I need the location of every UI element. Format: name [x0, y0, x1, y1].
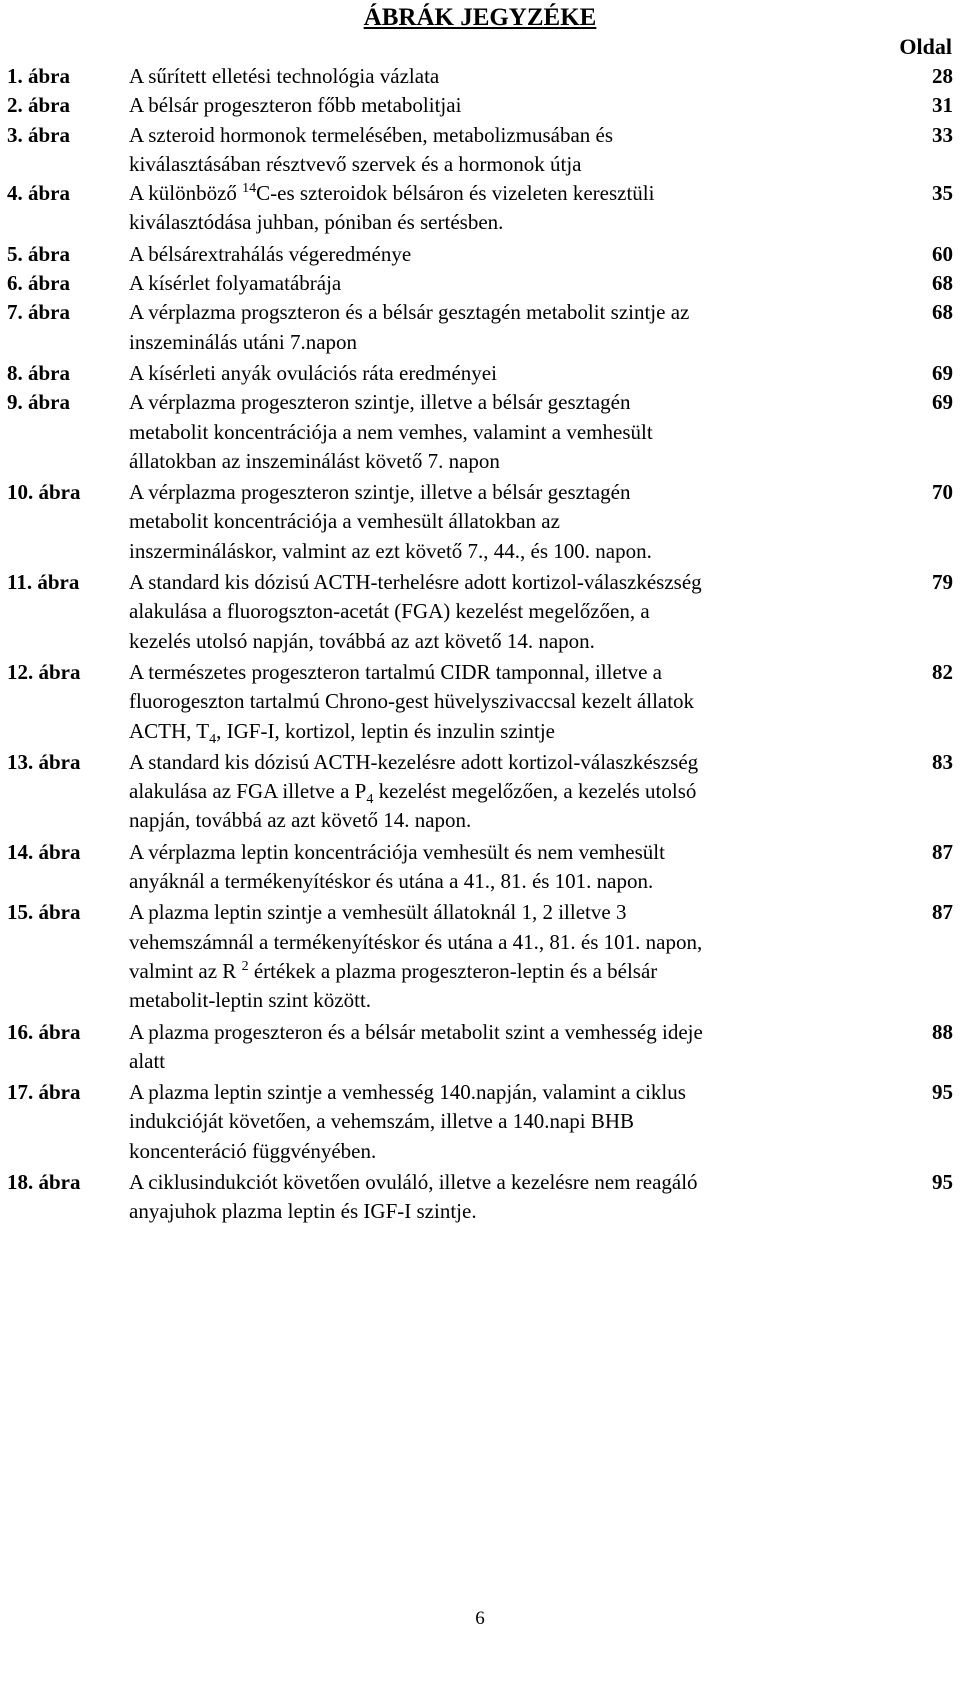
figure-entry — [7, 1078, 953, 1166]
figure-description-line: A kísérlet folyamatábrája — [129, 271, 342, 296]
figure-description-line: A vérplazma progeszteron szintje, illetve a bélsár gesztagén — [129, 480, 631, 505]
figure-label: 4. ábra — [7, 181, 70, 206]
figure-description-line: állatokban az inszeminálást követő 7. napon — [129, 448, 500, 473]
figure-label: 10. ábra — [7, 480, 81, 505]
figure-entry — [7, 359, 953, 388]
figure-description-line: anyajuhok plazma leptin és IGF-I szintje. — [129, 1199, 477, 1224]
figure-entry — [7, 568, 953, 656]
figure-label: 13. ábra — [7, 749, 81, 774]
figure-description — [129, 658, 861, 746]
figure-page-number: 68 — [932, 300, 953, 325]
figure-entry — [7, 388, 953, 476]
figure-entry — [7, 179, 953, 238]
page-column-header: Oldal — [899, 34, 952, 59]
figure-page-number: 60 — [932, 241, 953, 266]
figure-description — [129, 240, 861, 269]
figure-description — [129, 478, 861, 566]
figure-description-line: inszermináláskor, valmint az ezt követő 7., 44., és 100. napon. — [129, 538, 652, 563]
figure-description-line: A ciklusindukciót követően ovuláló, illetve a kezelésre nem reagáló — [129, 1169, 698, 1194]
figure-description-line: kiválasztódása juhban, póniban és sertésben. — [129, 210, 504, 235]
figure-page-number: 70 — [932, 480, 953, 505]
figure-entry — [7, 748, 953, 836]
figure-description-line: valmint az R $^2$ értékek a plazma progeszteron-leptin és a bélsár — [129, 958, 658, 983]
figure-description-line: A standard kis dózisú ACTH-terhelésre adott kortizol-válaszkészség — [129, 570, 702, 595]
figure-description-line: A plazma progeszteron és a bélsár metabolit szint a vemhesség ideje — [129, 1019, 703, 1044]
figure-label: 15. ábra — [7, 900, 81, 925]
figure-description-line: A különböző $^{14}$C-es szteroidok bélsáron és vizeleten keresztüli — [129, 181, 655, 206]
figure-label: 16. ábra — [7, 1019, 81, 1044]
figure-description — [129, 91, 861, 120]
figure-description — [129, 359, 861, 388]
footer-page-number: 6 — [475, 1608, 485, 1629]
figure-description-line: alakulása az FGA illetve a $P_4$ kezelést megelőzően, a kezelés utolsó — [129, 779, 697, 808]
figure-label: 17. ábra — [7, 1080, 81, 1105]
figure-page-number: 87 — [932, 900, 953, 925]
figure-description-line: A plazma leptin szintje a vemhesség 140.napján, valamint a ciklus — [129, 1080, 686, 1105]
figure-entry — [7, 658, 953, 746]
figure-page-number: 82 — [932, 659, 953, 684]
figure-description-line: A természetes progeszteron tartalmú CIDR tamponnal, illetve a — [129, 659, 662, 684]
figure-description — [129, 1078, 861, 1166]
figure-description-line: anyáknál a termékenyítéskor és utána a 41., 81. és 101. napon. — [129, 869, 654, 894]
figure-description-line: A sűrített elletési technológia vázlata — [129, 64, 440, 88]
figure-description — [129, 1018, 861, 1077]
figure-entry — [7, 1018, 953, 1077]
figure-page-number: 88 — [932, 1019, 953, 1044]
figure-label: 2. ábra — [7, 93, 70, 118]
figure-description-line: A bélsárextrahálás végeredménye — [129, 241, 412, 266]
figure-entry — [7, 240, 953, 269]
figure-label: 12. ábra — [7, 659, 81, 684]
figure-page-number: 79 — [932, 570, 953, 595]
figure-page-number: 28 — [932, 64, 953, 88]
figure-entry — [7, 269, 953, 298]
figure-page-number: 68 — [932, 271, 953, 296]
figure-label: 9. ábra — [7, 390, 70, 415]
figure-label: 3. ábra — [7, 122, 70, 147]
figure-entry — [7, 298, 953, 357]
figure-description-line: indukcióját követően, a vehemszám, illetve a 140.napi BHB — [129, 1109, 635, 1134]
figure-page-number: 69 — [932, 360, 953, 385]
figure-label: 5. ábra — [7, 241, 70, 266]
figure-label: 18. ábra — [7, 1169, 81, 1194]
figure-description-line: A vérplazma progszteron és a bélsár gesztagén metabolit szintje az — [129, 300, 690, 325]
figure-page-number: 83 — [932, 749, 953, 774]
figure-description — [129, 388, 861, 476]
figure-description-line: A szteroid hormonok termelésében, metabolizmusában és — [129, 122, 614, 147]
figure-page-number: 95 — [932, 1080, 953, 1105]
figure-description-line: A standard kis dózisú ACTH-kezelésre adott kortizol-válaszkészség — [129, 749, 699, 774]
figure-page-number: 33 — [932, 122, 953, 147]
figure-entry — [7, 121, 953, 180]
figure-description-line: metabolit koncentrációja a nem vemhes, valamint a vemhesült — [129, 419, 653, 444]
figure-description-line: kiválasztásában résztvevő szervek és a hormonok útja — [129, 151, 582, 176]
page-title: ÁBRÁK JEGYZÉKE — [363, 4, 597, 31]
figure-page-number: 95 — [932, 1169, 953, 1194]
figure-description-line: A kísérleti anyák ovulációs ráta eredményei — [129, 360, 497, 385]
figure-description — [129, 298, 861, 357]
figure-entry — [7, 898, 953, 1015]
figure-page-number: 31 — [932, 93, 953, 118]
figure-description-line: vehemszámnál a termékenyítéskor és utána a 41., 81. és 101. napon, — [129, 929, 703, 954]
figure-description — [129, 838, 861, 897]
figure-page-number: 87 — [932, 839, 953, 864]
figure-description — [129, 62, 861, 91]
figure-description-line: alakulása a fluorogszton-acetát (FGA) kezelést megelőzően, a — [129, 599, 650, 624]
figure-description-line: fluorogeszton tartalmú Chrono-gest hüvelyszivaccsal kezelt állatok — [129, 689, 695, 714]
figure-page-number: 69 — [932, 390, 953, 415]
figure-entry — [7, 62, 953, 91]
figure-description-line: metabolit koncentrációja a vemhesült állatokban az — [129, 509, 560, 534]
figure-description — [129, 568, 861, 656]
figure-description-line: inszeminálás utáni 7.napon — [129, 329, 358, 354]
figure-description — [129, 121, 861, 180]
figure-description-line: kezelés utolsó napján, továbbá az azt követő 14. napon. — [129, 628, 595, 653]
figure-description-line: metabolit-leptin szint között. — [129, 988, 372, 1013]
figure-description — [129, 748, 861, 836]
figure-description-line: A vérplazma progeszteron szintje, illetve a bélsár gesztagén — [129, 390, 631, 415]
figure-description — [129, 269, 861, 298]
figure-entry — [7, 91, 953, 120]
figure-label: 11. ábra — [7, 570, 80, 595]
figure-description-line: koncenteráció függvényében. — [129, 1138, 377, 1163]
figure-description — [129, 1168, 861, 1227]
figure-page-number: 35 — [932, 181, 953, 206]
figure-description — [129, 179, 861, 238]
figure-entry — [7, 838, 953, 897]
figure-description-line: A plazma leptin szintje a vemhesült állatoknál 1, 2 illetve 3 — [129, 900, 627, 925]
figure-description-line: ACTH, $T_4$, IGF-I, kortizol, leptin és inzulin szintje — [129, 718, 555, 747]
figure-label: 14. ábra — [7, 839, 81, 864]
figure-label: 1. ábra — [7, 64, 70, 88]
figure-description-line: alatt — [129, 1048, 166, 1073]
figure-description-line: A bélsár progeszteron főbb metabolitjai — [129, 93, 462, 118]
figure-list — [7, 62, 953, 1227]
figure-description — [129, 898, 861, 1015]
figure-description-line: napján, továbbá az azt követő 14. napon. — [129, 808, 472, 833]
figure-label: 8. ábra — [7, 360, 70, 385]
figure-label: 7. ábra — [7, 300, 70, 325]
figure-description-line: A vérplazma leptin koncentrációja vemhesült és nem vemhesült — [129, 839, 665, 864]
figure-entry — [7, 1168, 953, 1227]
figure-entry — [7, 478, 953, 566]
figure-label: 6. ábra — [7, 271, 70, 296]
